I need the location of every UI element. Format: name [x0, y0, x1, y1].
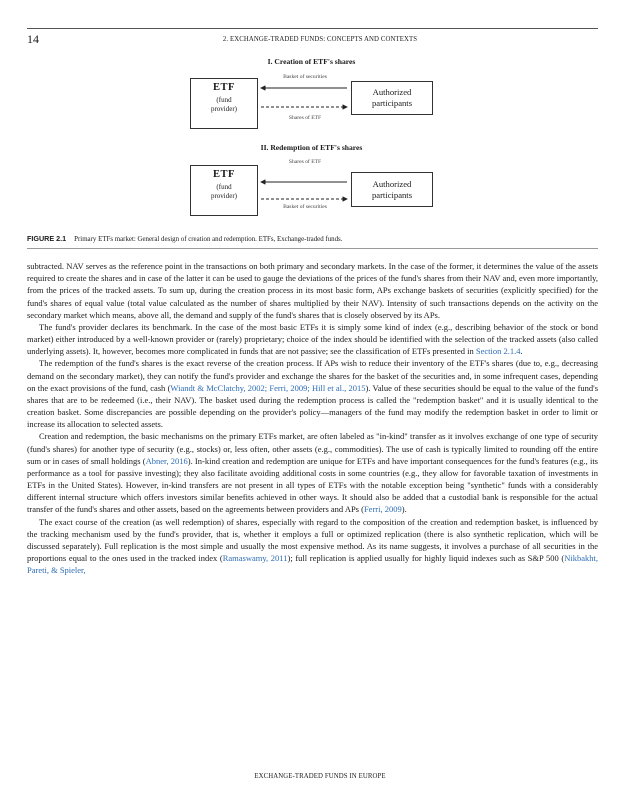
paragraph-4-end: ).: [401, 504, 407, 515]
citation-link[interactable]: Wiandt & McClatchy, 2002; Ferri, 2009; Hill et al., 2015: [170, 382, 366, 393]
paragraph-1-text: subtracted. NAV serves as the reference point in the transactions on both primary and secondary markets. In the case of the former, it determines the value of the assets required to create the shares and in case of the latter it can be used to gauge the deviations of the prices of the fund's shares from their NAV and, even more importantly, from the prices of the tracked assets. To sum up, during the creation process in its most basic form, APs exchange baskets of securities (explicitly specified) for the fund's shares of equal value (total value calculated as the number of shares multiplied by their NAV). Intensity of such transactions depends on the activity on the secondary market which means, above all, the demand and supply of the fund's shares that is closely observed by its APs.: [27, 261, 598, 320]
figure-caption: [27, 234, 598, 243]
paragraph-4: [27, 430, 598, 515]
paragraph-5-middle: ); full replication is applied usually for highly liquid indexes such as S&P 500 (: [287, 553, 565, 564]
paragraph-4-text: Creation and redemption, the basic mechanisms on the primary ETFs market, are often labeled as "in-kind" transfer as it involves exchange of one type of security (fund's shares) for another type of security (e.g., stocks) or, less often, other assets (e.g., commodities). The use of cash is typically limited to rounding off the entire sum or in cases of small holdings (: [27, 431, 598, 466]
redemption-top-arrow-label: Shares of ETF: [288, 159, 322, 165]
ap-box-line1: Authorized: [372, 87, 412, 97]
page-footer: EXCHANGE-TRADED FUNDS IN EUROPE: [254, 773, 386, 780]
redemption-title: II. Redemption of ETF's shares: [260, 143, 363, 152]
ap-box-line2: participants: [371, 189, 413, 200]
paragraph-3-text: The redemption of the fund's shares is the exact reverse of the creation process. If APs wish to reduce their inventory of the ETF's shares (due to, e.g., decreasing demand on the secondary market), they can notify the fund's provider and exchange the shares for the basket of the securities and, in some infrequent cases, depending on the exact provisions of the fund, cash (: [27, 358, 598, 393]
header-rule: [27, 28, 598, 29]
page-number: 14: [27, 32, 39, 46]
paragraph-2-end: .: [520, 346, 523, 357]
paragraph-4-middle: ). In-kind creation and redemption are unique for ETFs and have important consequences for the fund's features (e.g., its performance as a tool for passive investing); they also facilitate avoiding additional costs in some countries (e.g., they allow for favorable taxation of investments in ETFs in the United States). However, in-kind transfers are not present in all types of ETFs with the notable exception being "synthetic" funds with a considerably different internal structure which offers investors similar benefits achieved in other ways. It should also be added that a custodial bank is responsible for the actual transfer of the fund's shares and other assets, based on the agreements between providers and APs (: [27, 455, 598, 515]
citation-link[interactable]: Ramaswamy, 2011: [222, 553, 288, 564]
paragraph-3: [27, 357, 598, 430]
etf-box-line2: provider): [210, 192, 238, 200]
paragraph-2: [27, 321, 598, 358]
paragraph-1: [27, 260, 598, 321]
paragraph-2-text: The fund's provider declares its benchmark. In the case of the most basic ETFs it is simply some kind of index (e.g., describing behavior of the stock or bond market) either introduced by a well-known provider or (rarely) proprietary; choice of the index should be identified with the selection of the tracked assets (also called underlying assets). It, however, becomes more complicated in funds that are not passive; see the classification of ETFs presented in: [27, 321, 598, 357]
creation-bottom-arrow-label: Shares of ETF: [288, 115, 322, 121]
etf-box-creation: [190, 78, 258, 129]
ap-box-line1: Authorized: [372, 178, 412, 189]
ap-box-line2: participants: [371, 98, 413, 108]
section-link[interactable]: Section 2.1.4: [475, 346, 521, 357]
redemption-bottom-arrow-label: Basket of securities: [283, 204, 327, 210]
caption-label: FIGURE 2.1: [27, 234, 67, 243]
paragraph-5: [27, 516, 598, 577]
body-text: [27, 260, 598, 576]
citation-link[interactable]: Ferri, 2009: [363, 504, 402, 515]
etf-box-line1: (fund: [216, 96, 232, 104]
caption-rule: [27, 248, 598, 249]
figure-2-1: [190, 54, 433, 224]
etf-box-redemption: [190, 165, 258, 216]
paragraph-5-text: The exact course of the creation (as well redemption) of shares, especially with regard to the composition of the creation and redemption basket, is influenced by the tracking mechanism used by the fund's provider, that is, whether it employs a full or optimized replication (there is also synthetic replication, which will be discussed separately). Full replication is the most simple and usually the most expensive method. As its name suggests, it involves a purchase of all securities in the proportions equal to the ones used in the tracked index (: [27, 516, 598, 564]
creation-title: I. Creation of ETF's shares: [267, 57, 356, 66]
caption-text: Primary ETFs market: General design of creation and redemption. ETFs, Exchange-traded funds.: [74, 236, 343, 243]
etf-box-title: ETF: [213, 169, 235, 180]
etf-box-line2: provider): [210, 105, 238, 113]
running-title: 2. EXCHANGE-TRADED FUNDS: CONCEPTS AND CONTEXTS: [222, 36, 418, 43]
creation-top-arrow-label: Basket of securities: [283, 74, 327, 80]
citation-link[interactable]: Abner, 2016: [145, 455, 188, 466]
etf-box-title: ETF: [213, 82, 235, 93]
etf-box-line1: (fund: [216, 183, 232, 191]
ap-box-redemption: [351, 172, 433, 207]
ap-box-creation: [351, 81, 433, 115]
citation-link[interactable]: Nikbakht, Pareti, & Spieler,: [27, 553, 598, 576]
paragraph-3-end: ). Value of these securities should be equal to the value of the fund's shares that are to be redeemed (i.e., their NAV). The basket used during the redemption process is called the "redemption basket" and it is usually identical to the creation basket. Some discrepancies are possible depending on the provider's policy—managers of the fund may modify the redemption basket in order to limit or increase its allocation to selected assets.: [27, 382, 599, 430]
